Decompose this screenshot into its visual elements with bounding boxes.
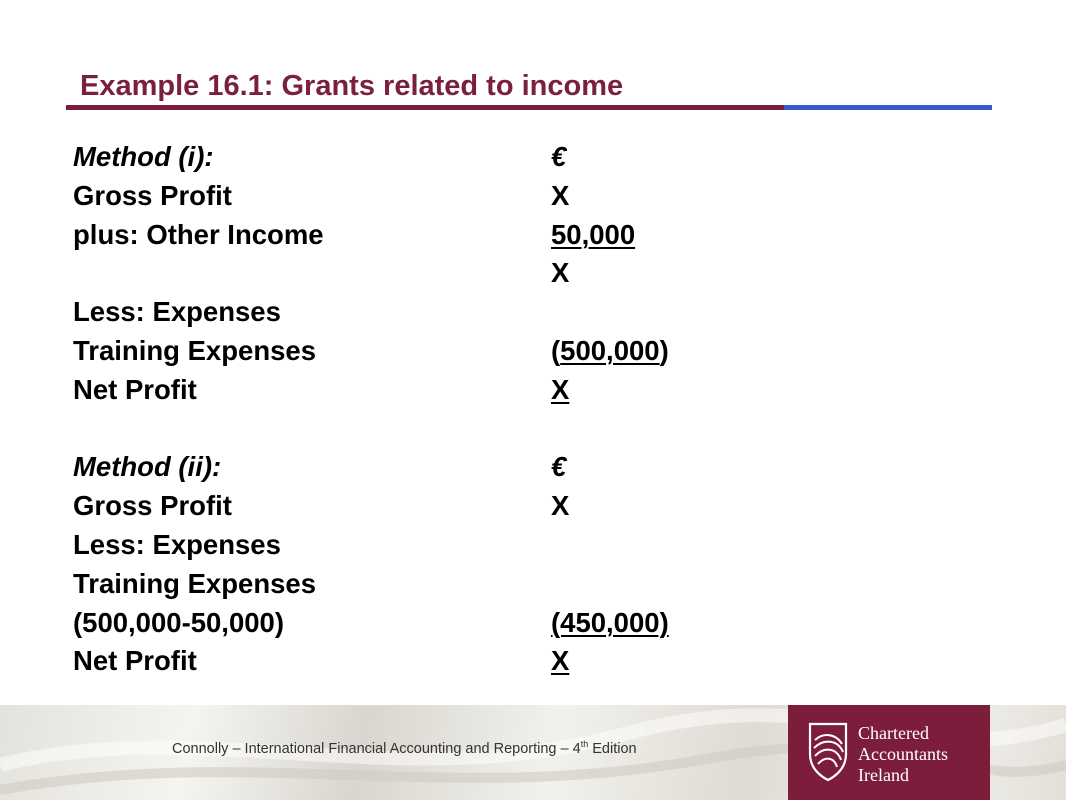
logo-wordmark bbox=[858, 723, 948, 786]
statement-body bbox=[73, 138, 773, 681]
method-2-currency: € bbox=[551, 451, 567, 483]
method-2-row-less-expenses bbox=[73, 526, 773, 565]
footer-text bbox=[172, 741, 637, 757]
row-label: Net Profit bbox=[73, 645, 197, 677]
row-label: Less: Expenses bbox=[73, 528, 281, 560]
method-2-heading-row bbox=[73, 448, 773, 487]
slide-title: Example 16.1: Grants related to income bbox=[80, 70, 624, 102]
method-2-heading: Method (ii): bbox=[73, 451, 222, 483]
title-rule-blue bbox=[784, 105, 992, 110]
method-2-row-training-expenses bbox=[73, 565, 773, 604]
method-1-row-gross-profit bbox=[73, 177, 773, 216]
row-value: 50,000 bbox=[551, 218, 636, 250]
method-1-currency: € bbox=[551, 141, 567, 172]
row-label: Less: Expenses bbox=[73, 296, 281, 328]
method-2-row-net-calc bbox=[73, 604, 773, 643]
row-value: X bbox=[551, 373, 570, 405]
row-value: X bbox=[551, 490, 570, 522]
logo-line-3: Ireland bbox=[858, 765, 909, 785]
row-value: (450,000) bbox=[551, 606, 669, 638]
row-value bbox=[551, 332, 669, 371]
logo-line-2: Accountants bbox=[858, 744, 948, 764]
row-value: X bbox=[551, 179, 570, 211]
value-number: 500,000 bbox=[560, 334, 660, 366]
row-value: X bbox=[551, 257, 570, 289]
method-1-heading-row bbox=[73, 138, 773, 177]
method-1-row-net-profit bbox=[73, 371, 773, 410]
row-label: Gross Profit bbox=[73, 490, 232, 522]
method-2-row-gross-profit bbox=[73, 487, 773, 526]
row-label: Gross Profit bbox=[73, 179, 232, 211]
logo-line-1: Chartered bbox=[858, 723, 929, 743]
section-spacer bbox=[73, 410, 773, 449]
value-open-paren: ( bbox=[551, 334, 561, 366]
method-1-row-training-expenses bbox=[73, 332, 773, 371]
row-label: Net Profit bbox=[73, 373, 197, 405]
row-value: X bbox=[551, 645, 570, 677]
row-label: Training Expenses bbox=[73, 567, 317, 599]
row-label: (500,000-50,000) bbox=[73, 606, 284, 638]
method-2-row-net-profit bbox=[73, 642, 773, 681]
title-rule-maroon bbox=[66, 105, 784, 110]
method-1-row-less-expenses bbox=[73, 293, 773, 332]
method-1-heading: Method (i): bbox=[73, 141, 214, 172]
footer-text-main: Connolly – International Financial Accounting and Reporting – 4 bbox=[172, 741, 581, 757]
method-1-row-other-income bbox=[73, 216, 773, 255]
shield-logo-icon bbox=[806, 720, 850, 784]
value-close-paren: ) bbox=[659, 334, 669, 366]
row-label: Training Expenses bbox=[73, 334, 317, 366]
footer-text-sup: th bbox=[580, 739, 589, 750]
footer-text-end: Edition bbox=[588, 741, 637, 757]
logo-block bbox=[788, 705, 990, 800]
row-label: plus: Other Income bbox=[73, 218, 324, 250]
method-1-row-subtotal bbox=[73, 254, 773, 293]
